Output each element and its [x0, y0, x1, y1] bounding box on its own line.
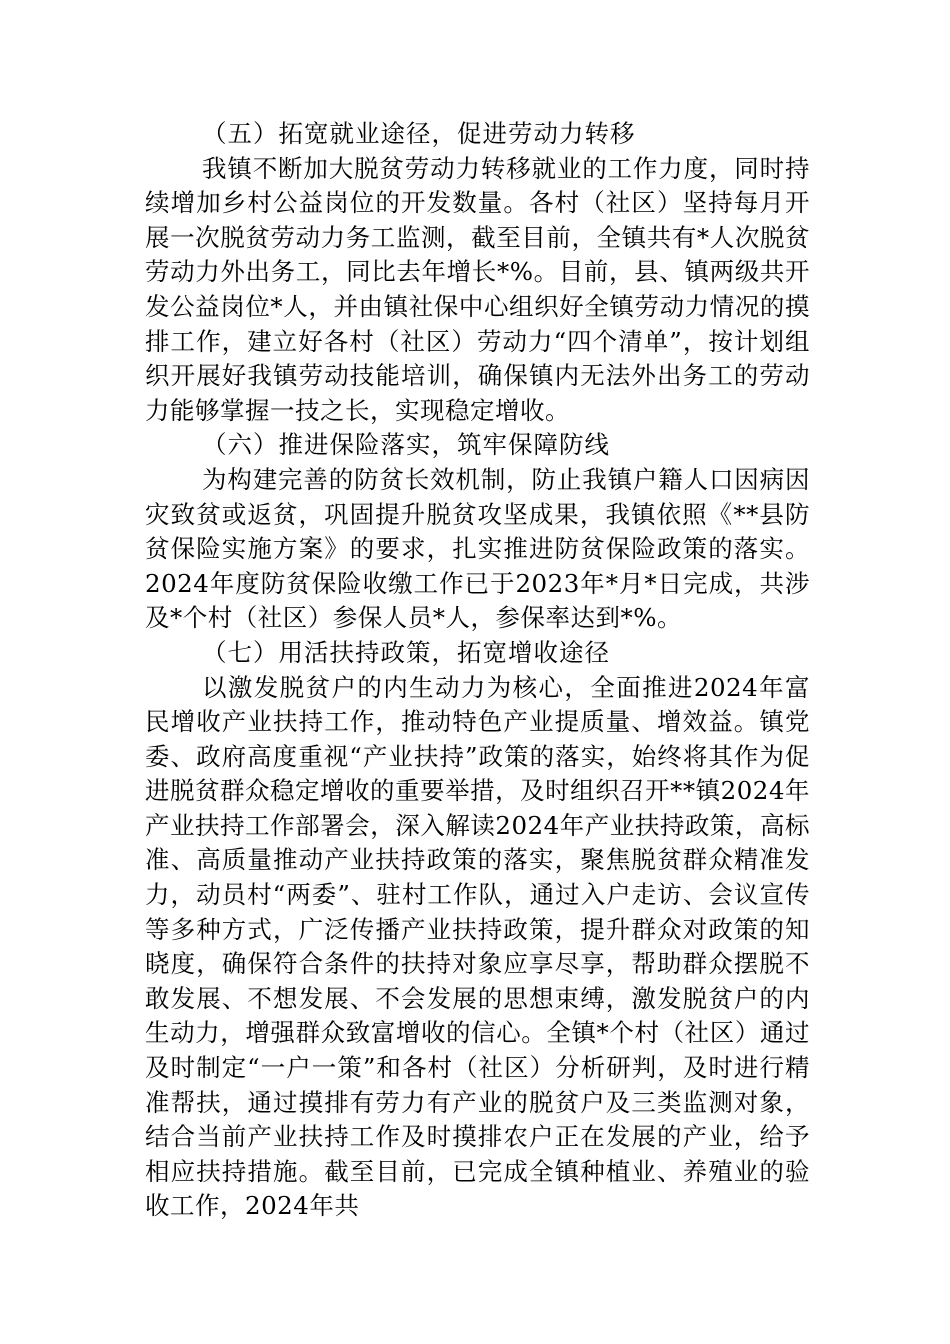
section-heading-6: （六）推进保险落实，筑牢保障防线: [202, 430, 610, 460]
document-body: [145, 117, 810, 1224]
section-paragraph-5: 我镇不断加大脱贫劳动力转移就业的工作力度，同时持续增加乡村公益岗位的开发数量。各村（社区）坚持每月开展一次脱贫劳动力务工监测，截至目前，全镇共有*人次脱贫劳动力外出务工，同比去年增长*%。目前，县、镇两级共开发公益岗位*人，并由镇社保中心组织好全镇劳动力情况的摸排工作，建立好各村（社区）劳动力“四个清单”，按计划组织开展好我镇劳动技能培训，确保镇内无法外出务工的劳动力能够掌握一技之长，实现稳定增收。: [145, 153, 810, 425]
section-heading-7: （七）用活扶持政策，拓宽增收途径: [202, 637, 610, 667]
section-paragraph-6: 为构建完善的防贫长效机制，防止我镇户籍人口因病因灾致贫或返贫，巩固提升脱贫攻坚成果，我镇依照《**县防贫保险实施方案》的要求，扎实推进防贫保险政策的落实。2024年度防贫保险收缴工作已于2023年*月*日完成，共涉及*个村（社区）参保人员*人，参保率达到*%。: [145, 464, 810, 633]
section-heading-5: （五）拓宽就业途径，促进劳动力转移: [202, 119, 636, 148]
section-paragraph-7: 以激发脱贫户的内生动力为核心，全面推进2024年富民增收产业扶持工作，推动特色产业提质量、增效益。镇党委、政府高度重视“产业扶持”政策的落实，始终将其作为促进脱贫群众稳定增收的重要举措，及时组织召开**镇2024年产业扶持工作部署会，深入解读2024年产业扶持政策，高标准、高质量推动产业扶持政策的落实，聚焦脱贫群众精准发力，动员村“两委”、驻村工作队，通过入户走访、会议宣传等多种方式，广泛传播产业扶持政策，提升群众对政策的知晓度，确保符合条件的扶持对象应享尽享，帮助群众摆脱不敢发展、不想发展、不会发展的思想束缚，激发脱贫户的内生动力，增强群众致富增收的信心。全镇*个村（社区）通过及时制定“一户一策”和各村（社区）分析研判，及时进行精准帮扶，通过摸排有劳力有产业的脱贫户及三类监测对象，结合当前产业扶持工作及时摸排农户正在发展的产业，给予相应扶持措施。截至目前，已完成全镇种植业、养殖业的验收工作，2024年共: [145, 672, 810, 1221]
